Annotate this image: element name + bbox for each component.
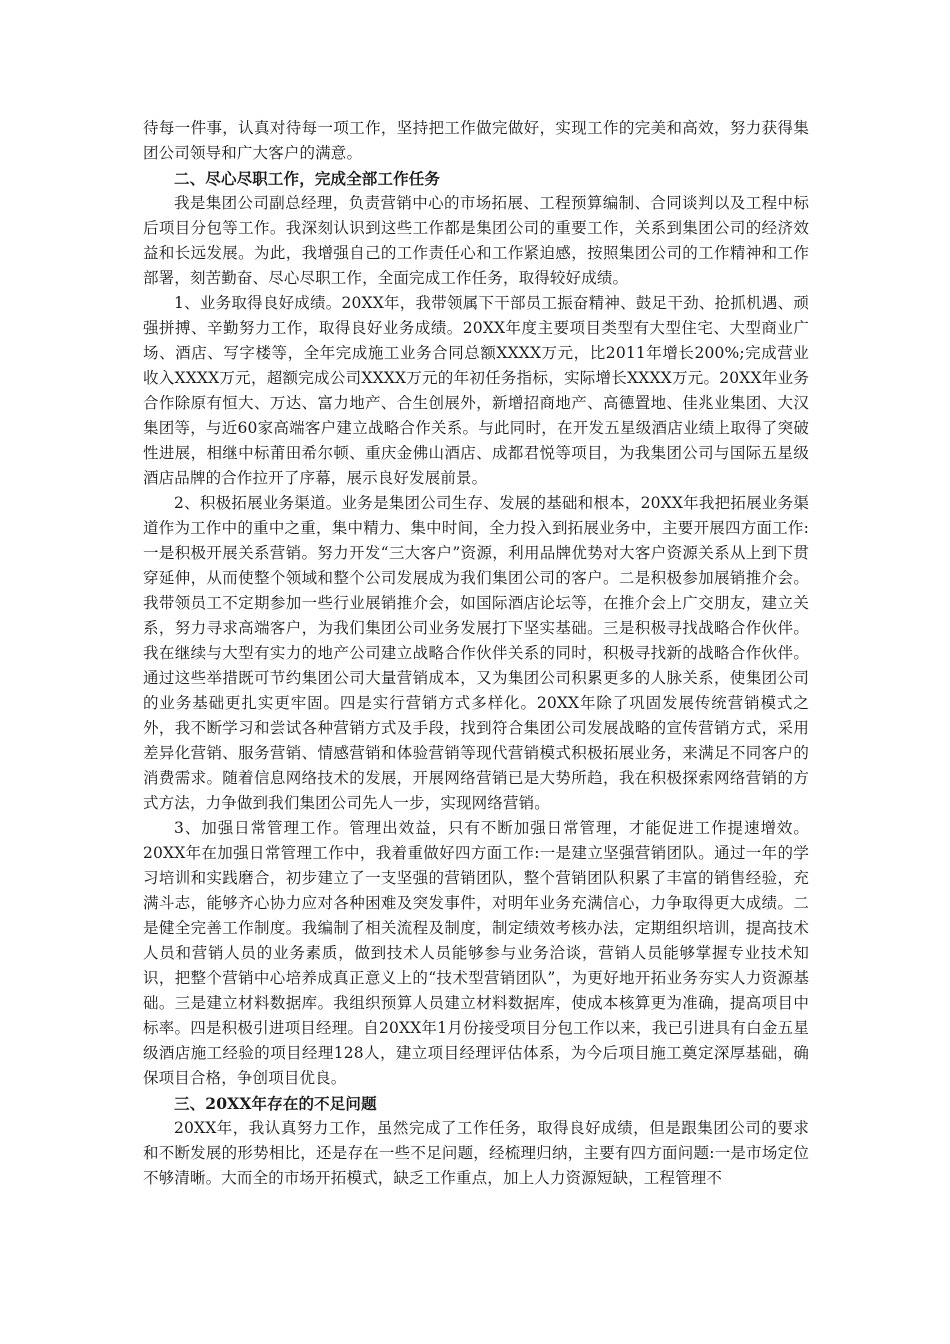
- section-heading-3: 三、20XX年存在的不足问题: [174, 1094, 377, 1113]
- section-heading-2: 二、尽心尽职工作，完成全部工作任务: [174, 169, 441, 188]
- paragraph-role-description: 我是集团公司副总经理，负责营销中心的市场拓展、工程预算编制、合同谈判以及工程中标后项目分包等工作。我深刻认识到这些工作都是集团公司的重要工作，关系到集团公司的经济效益和长远发展。为此，我增强自己的工作责任心和工作紧迫感，按照集团公司的工作精神和工作部署，刻苦勤奋、尽心尽职工作，全面完成工作任务，取得较好成绩。: [143, 194, 809, 287]
- paragraph-intro-continuation: 待每一件事，认真对待每一项工作，坚持把工作做完做好，实现工作的完美和高效，努力获得集团公司领导和广大客户的满意。: [143, 119, 809, 162]
- paragraph-business-channels: 2、积极拓展业务渠道。业务是集团公司生存、发展的基础和根本，20XX年我把拓展业务渠道作为工作中的重中之重，集中精力、集中时间，全力投入到拓展业务中，主要开展四方面工作:一是积极开展关系营销。努力开发“三大客户”资源，利用品牌优势对大客户资源关系从上到下贯穿延伸，从而使整个领域和整个公司发展成为我们集团公司的客户。二是积极参加展销推介会。我带领员工不定期参加一些行业展销推介会，如国际酒店论坛等，在推介会上广交朋友，建立关系，努力寻求高端客户，为我们集团公司业务发展打下坚实基础。三是积极寻找战略合作伙伴。我在继续与大型有实力的地产公司建立战略合作伙伴关系的同时，积极寻找新的战略合作伙伴。通过这些举措既可节约集团公司大量营销成本，又为集团公司积累更多的人脉关系，使集团公司的业务基础更扎实更牢固。四是实行营销方式多样化。20XX年除了巩固发展传统营销模式之外，我不断学习和尝试各种营销方式及手段，找到符合集团公司发展战略的宣传营销方式，采用差异化营销、服务营销、情感营销和体验营销等现代营销模式积极拓展业务，来满足不同客户的消费需求。随着信息网络技术的发展，开展网络营销已是大势所趋，我在积极探索网络营销的方式方法，力争做到我们集团公司先人一步，实现网络营销。: [143, 494, 809, 812]
- paragraph-business-results: 1、业务取得良好成绩。20XX年，我带领属下干部员工振奋精神、鼓足干劲、抢抓机遇、顽强拼搏、辛勤努力工作，取得良好业务成绩。20XX年度主要项目类型有大型住宅、大型商业广场、酒店、写字楼等，全年完成施工业务合同总额XXXX万元，比2011年增长200%;完成营业收入XXXX万元，超额完成公司XXXX万元的年初任务指标，实际增长XXXX万元。20XX年业务合作除原有恒大、万达、富力地产、合生创展外，新增招商地产、高德置地、佳兆业集团、大汉集团等，与近60家高端客户建立战略合作关系。与此同时，在开发五星级酒店业绩上取得了突破性进展，相继中标莆田希尔顿、重庆金佛山酒店、成都君悦等项目，为我集团公司与国际五星级酒店品牌的合作拉开了序幕，展示良好发展前景。: [143, 294, 809, 487]
- document-page: [143, 116, 809, 1191]
- paragraph-daily-management: 3、加强日常管理工作。管理出效益，只有不断加强日常管理，才能促进工作提速增效。20XX年在加强日常管理工作中，我着重做好四方面工作:一是建立坚强营销团队。通过一年的学习培训和实践磨合，初步建立了一支坚强的营销团队，整个营销团队积累了丰富的销售经验，充满斗志，能够齐心协力应对各种困难及突发事件，对明年业务充满信心，力争取得更大成绩。二是健全完善工作制度。我编制了相关流程及制度，制定绩效考核办法，定期组织培训，提高技术人员和营销人员的业务素质，做到技术人员能够参与业务洽谈，营销人员能够掌握专业技术知识，把整个营销中心培养成真正意义上的“技术型营销团队”，为更好地开拓业务夯实人力资源基础。三是建立材料数据库。我组织预算人员建立材料数据库，使成本核算更为准确，提高项目中标率。四是积极引进项目经理。自20XX年1月份接受项目分包工作以来，我已引进具有白金五星级酒店施工经验的项目经理128人，建立项目经理评估体系，为今后项目施工奠定深厚基础，确保项目合格，争创项目优良。: [143, 819, 809, 1087]
- paragraph-shortcomings: 20XX年，我认真努力工作，虽然完成了工作任务，取得良好成绩，但是跟集团公司的要求和不断发展的形势相比，还是存在一些不足问题，经梳理归纳，主要有四方面问题:一是市场定位不够清晰。大而全的市场开拓模式，缺乏工作重点，加上人力资源短缺，工程管理不: [143, 1119, 809, 1187]
